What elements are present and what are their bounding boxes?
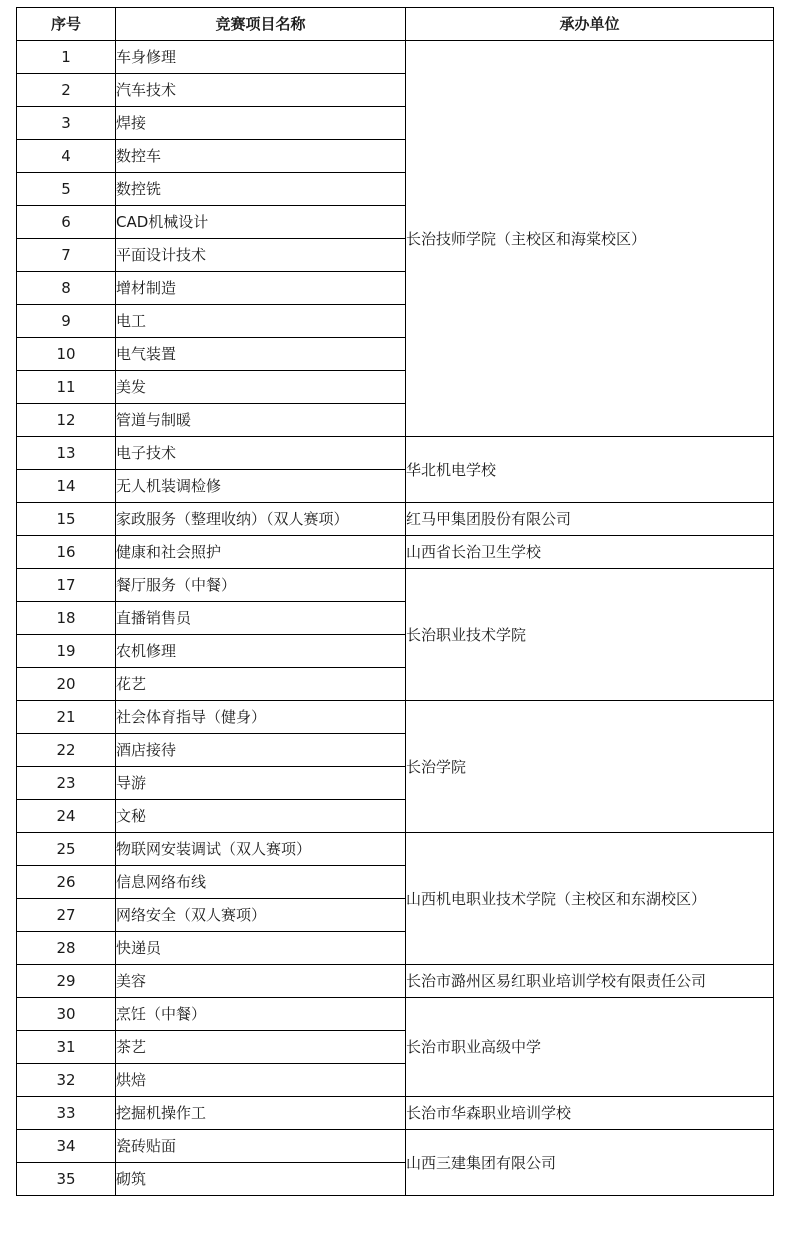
serial-number-cell: 30 xyxy=(17,998,116,1031)
organizer-cell: 山西三建集团有限公司 xyxy=(406,1130,774,1196)
serial-number-cell: 8 xyxy=(17,272,116,305)
event-name-cell: 电子技术 xyxy=(116,437,406,470)
table-row xyxy=(17,965,774,998)
table-row xyxy=(17,998,774,1031)
event-name-cell: 电工 xyxy=(116,305,406,338)
event-name-cell: 焊接 xyxy=(116,107,406,140)
event-name-cell: 烘焙 xyxy=(116,1064,406,1097)
serial-number-cell: 21 xyxy=(17,701,116,734)
organizer-cell: 长治技师学院（主校区和海棠校区） xyxy=(406,41,774,437)
event-name-cell: 快递员 xyxy=(116,932,406,965)
organizer-cell: 长治职业技术学院 xyxy=(406,569,774,701)
event-name-cell: 电气装置 xyxy=(116,338,406,371)
serial-number-cell: 7 xyxy=(17,239,116,272)
serial-number-cell: 6 xyxy=(17,206,116,239)
event-name-cell: 社会体育指导（健身） xyxy=(116,701,406,734)
event-name-cell: 农机修理 xyxy=(116,635,406,668)
event-name-cell: 数控车 xyxy=(116,140,406,173)
organizer-cell: 长治市职业高级中学 xyxy=(406,998,774,1097)
table-row xyxy=(17,503,774,536)
serial-number-cell: 5 xyxy=(17,173,116,206)
serial-number-cell: 16 xyxy=(17,536,116,569)
event-name-cell: 数控铣 xyxy=(116,173,406,206)
table-row xyxy=(17,1097,774,1130)
header-organizer: 承办单位 xyxy=(406,8,774,41)
serial-number-cell: 23 xyxy=(17,767,116,800)
table-row xyxy=(17,569,774,602)
event-name-cell: 砌筑 xyxy=(116,1163,406,1196)
event-name-cell: 平面设计技术 xyxy=(116,239,406,272)
event-name-cell: 家政服务（整理收纳）（双人赛项） xyxy=(116,503,406,536)
event-name-cell: 挖掘机操作工 xyxy=(116,1097,406,1130)
event-name-cell: 物联网安装调试（双人赛项） xyxy=(116,833,406,866)
serial-number-cell: 10 xyxy=(17,338,116,371)
event-name-cell: 网络安全（双人赛项） xyxy=(116,899,406,932)
organizer-cell: 华北机电学校 xyxy=(406,437,774,503)
event-name-cell: CAD机械设计 xyxy=(116,206,406,239)
serial-number-cell: 14 xyxy=(17,470,116,503)
serial-number-cell: 18 xyxy=(17,602,116,635)
serial-number-cell: 3 xyxy=(17,107,116,140)
serial-number-cell: 11 xyxy=(17,371,116,404)
serial-number-cell: 20 xyxy=(17,668,116,701)
event-name-cell: 汽车技术 xyxy=(116,74,406,107)
header-serial-number: 序号 xyxy=(17,8,116,41)
serial-number-cell: 15 xyxy=(17,503,116,536)
serial-number-cell: 9 xyxy=(17,305,116,338)
event-name-cell: 车身修理 xyxy=(116,41,406,74)
event-name-cell: 瓷砖贴面 xyxy=(116,1130,406,1163)
serial-number-cell: 12 xyxy=(17,404,116,437)
header-event-name: 竞赛项目名称 xyxy=(116,8,406,41)
serial-number-cell: 29 xyxy=(17,965,116,998)
table-row xyxy=(17,437,774,470)
organizer-cell: 红马甲集团股份有限公司 xyxy=(406,503,774,536)
serial-number-cell: 22 xyxy=(17,734,116,767)
serial-number-cell: 28 xyxy=(17,932,116,965)
event-name-cell: 烹饪（中餐） xyxy=(116,998,406,1031)
serial-number-cell: 17 xyxy=(17,569,116,602)
table-header-row xyxy=(17,8,774,41)
serial-number-cell: 26 xyxy=(17,866,116,899)
organizer-cell: 长治市华森职业培训学校 xyxy=(406,1097,774,1130)
serial-number-cell: 24 xyxy=(17,800,116,833)
serial-number-cell: 32 xyxy=(17,1064,116,1097)
serial-number-cell: 2 xyxy=(17,74,116,107)
table-row xyxy=(17,701,774,734)
competition-table-container xyxy=(16,7,774,1196)
serial-number-cell: 19 xyxy=(17,635,116,668)
event-name-cell: 美发 xyxy=(116,371,406,404)
event-name-cell: 酒店接待 xyxy=(116,734,406,767)
event-name-cell: 茶艺 xyxy=(116,1031,406,1064)
organizer-cell: 山西机电职业技术学院（主校区和东湖校区） xyxy=(406,833,774,965)
serial-number-cell: 27 xyxy=(17,899,116,932)
table-row xyxy=(17,41,774,74)
event-name-cell: 餐厅服务（中餐） xyxy=(116,569,406,602)
serial-number-cell: 13 xyxy=(17,437,116,470)
table-row xyxy=(17,536,774,569)
event-name-cell: 文秘 xyxy=(116,800,406,833)
table-row xyxy=(17,833,774,866)
serial-number-cell: 33 xyxy=(17,1097,116,1130)
event-name-cell: 无人机装调检修 xyxy=(116,470,406,503)
event-name-cell: 花艺 xyxy=(116,668,406,701)
event-name-cell: 信息网络布线 xyxy=(116,866,406,899)
event-name-cell: 管道与制暖 xyxy=(116,404,406,437)
event-name-cell: 直播销售员 xyxy=(116,602,406,635)
serial-number-cell: 35 xyxy=(17,1163,116,1196)
serial-number-cell: 4 xyxy=(17,140,116,173)
serial-number-cell: 31 xyxy=(17,1031,116,1064)
event-name-cell: 增材制造 xyxy=(116,272,406,305)
competition-table xyxy=(16,7,774,1196)
event-name-cell: 健康和社会照护 xyxy=(116,536,406,569)
organizer-cell: 长治学院 xyxy=(406,701,774,833)
serial-number-cell: 1 xyxy=(17,41,116,74)
organizer-cell: 山西省长治卫生学校 xyxy=(406,536,774,569)
serial-number-cell: 34 xyxy=(17,1130,116,1163)
table-body xyxy=(17,41,774,1196)
organizer-cell: 长治市潞州区易红职业培训学校有限责任公司 xyxy=(406,965,774,998)
event-name-cell: 导游 xyxy=(116,767,406,800)
table-row xyxy=(17,1130,774,1163)
serial-number-cell: 25 xyxy=(17,833,116,866)
event-name-cell: 美容 xyxy=(116,965,406,998)
